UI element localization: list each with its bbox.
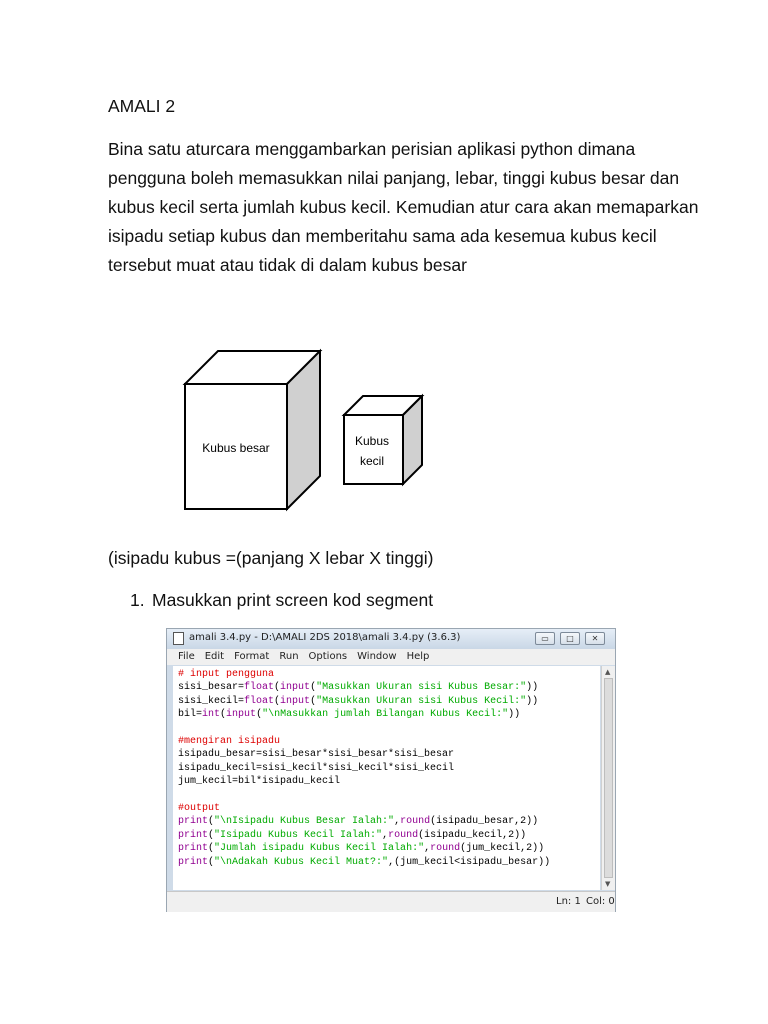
code-token: "\nIsipadu Kubus Besar Ialah:" <box>214 816 395 828</box>
menu-edit[interactable]: Edit <box>204 651 225 662</box>
code-token: isipadu_besar=sisi_besar*sisi_besar*sisi_besar <box>178 749 455 761</box>
scroll-thumb[interactable] <box>604 678 613 878</box>
code-token: input <box>226 709 257 721</box>
code-token: ( <box>256 709 263 721</box>
code-token: ( <box>208 829 215 841</box>
code-token: (jum_kecil,2)) <box>460 843 545 855</box>
code-token: , <box>394 816 401 828</box>
menu-help[interactable]: Help <box>406 651 430 662</box>
big-cube-label: Kubus besar <box>202 441 270 455</box>
code-line <box>178 696 538 707</box>
minimize-button[interactable]: ▭ <box>535 632 555 645</box>
code-line <box>178 857 550 868</box>
code-token: input <box>280 682 311 694</box>
list-number: 1. <box>130 590 145 610</box>
menu-run[interactable]: Run <box>279 651 299 662</box>
code-token: #mengiran isipadu <box>178 736 281 748</box>
code-token: print <box>178 856 209 868</box>
code-token: round <box>388 829 419 841</box>
scroll-up-arrow-icon[interactable]: ▲ <box>605 668 611 676</box>
code-token: float <box>244 695 275 707</box>
code-line <box>178 763 454 774</box>
code-token: )) <box>508 709 521 721</box>
code-token: bil= <box>178 709 203 721</box>
code-line <box>178 709 520 720</box>
scroll-down-arrow-icon[interactable]: ▼ <box>605 880 611 888</box>
close-button[interactable]: ✕ <box>585 632 605 645</box>
status-column-number: Col: 0 <box>586 896 615 907</box>
code-token: "Jumlah isipadu Kubus Kecil Ialah:" <box>214 843 425 855</box>
code-line <box>178 749 454 760</box>
maximize-button[interactable]: □ <box>560 632 580 645</box>
code-token: input <box>280 695 311 707</box>
code-line <box>178 816 538 827</box>
code-token: ( <box>274 695 281 707</box>
list-item <box>130 586 433 615</box>
document-heading: AMALI 2 <box>108 96 176 116</box>
code-token: ( <box>310 682 317 694</box>
code-editor[interactable] <box>173 666 600 890</box>
code-line <box>178 736 280 747</box>
code-token: ( <box>220 709 227 721</box>
code-token: print <box>178 843 209 855</box>
code-token: (isipadu_kecil,2)) <box>418 829 527 841</box>
code-token: "\nMasukkan jumlah Bilangan Kubus Kecil:" <box>262 709 509 721</box>
idle-editor-window <box>166 628 616 912</box>
menu-window[interactable]: Window <box>357 651 397 662</box>
status-line-number: Ln: 1 <box>556 896 581 907</box>
code-token: "Masukkan Ukuran sisi Kubus Kecil:" <box>316 695 527 707</box>
code-token: ( <box>274 682 281 694</box>
small-cube-label-line2: kecil <box>359 454 385 468</box>
menu-bar <box>167 649 615 665</box>
cube-diagram <box>180 345 430 515</box>
menu-options[interactable]: Options <box>308 651 348 662</box>
menu-file[interactable]: File <box>178 651 195 662</box>
code-token: )) <box>526 682 539 694</box>
code-text[interactable] <box>178 668 600 869</box>
small-cube-label-line1: Kubus <box>354 434 390 448</box>
code-token: print <box>178 816 209 828</box>
code-token: round <box>430 843 461 855</box>
code-token: sisi_besar= <box>178 682 245 694</box>
window-titlebar[interactable] <box>167 629 615 649</box>
window-title: amali 3.4.py - D:\AMALI 2DS 2018\amali 3.4.py (3.6.3) <box>189 632 461 643</box>
code-token: isipadu_kecil=sisi_kecil*sisi_kecil*sisi_kecil <box>178 762 455 774</box>
code-token: , <box>424 843 431 855</box>
volume-formula: (isipadu kubus =(panjang X lebar X tinggi) <box>108 548 434 568</box>
code-token: float <box>244 682 275 694</box>
code-token: , <box>382 829 389 841</box>
python-file-icon <box>173 632 184 645</box>
code-line <box>178 803 220 814</box>
code-token: # input pengguna <box>178 669 275 680</box>
code-token: )) <box>526 695 539 707</box>
code-token: jum_kecil=bil*isipadu_kecil <box>178 776 341 788</box>
code-line <box>178 682 538 693</box>
code-token: (isipadu_besar,2)) <box>430 816 539 828</box>
code-line <box>178 776 340 787</box>
code-token: ( <box>208 816 215 828</box>
code-token: round <box>400 816 431 828</box>
list-text: Masukkan print screen kod segment <box>152 590 434 610</box>
code-token: sisi_kecil= <box>178 695 245 707</box>
menu-format[interactable]: Format <box>234 651 270 662</box>
code-token: "\nAdakah Kubus Kecil Muat?:" <box>214 856 389 868</box>
code-token: "Isipadu Kubus Kecil Ialah:" <box>214 829 383 841</box>
code-line <box>178 830 526 841</box>
code-token: #output <box>178 803 221 815</box>
code-token: ( <box>310 695 317 707</box>
vertical-scrollbar[interactable] <box>601 666 615 890</box>
code-token: "Masukkan Ukuran sisi Kubus Besar:" <box>316 682 527 694</box>
task-description: Bina satu aturcara menggambarkan perisian aplikasi python dimana pengguna boleh memasukkan nilai panjang, lebar, tinggi kubus besar dan kubus kecil serta jumlah kubus kecil. Kemudian atur cara akan memaparkan isipadu setiap kubus dan memberitahu sama ada kesemua kubus kecil tersebut muat atau tidak di dalam kubus besar <box>108 139 699 275</box>
small-cube-front <box>344 415 403 484</box>
code-line <box>178 669 274 680</box>
code-token: ( <box>208 843 215 855</box>
code-token: ( <box>208 856 215 868</box>
status-bar <box>167 891 615 912</box>
code-token: print <box>178 829 209 841</box>
code-token: int <box>202 709 221 721</box>
code-token: ,(jum_kecil<isipadu_besar)) <box>388 856 551 868</box>
code-line <box>178 843 544 854</box>
